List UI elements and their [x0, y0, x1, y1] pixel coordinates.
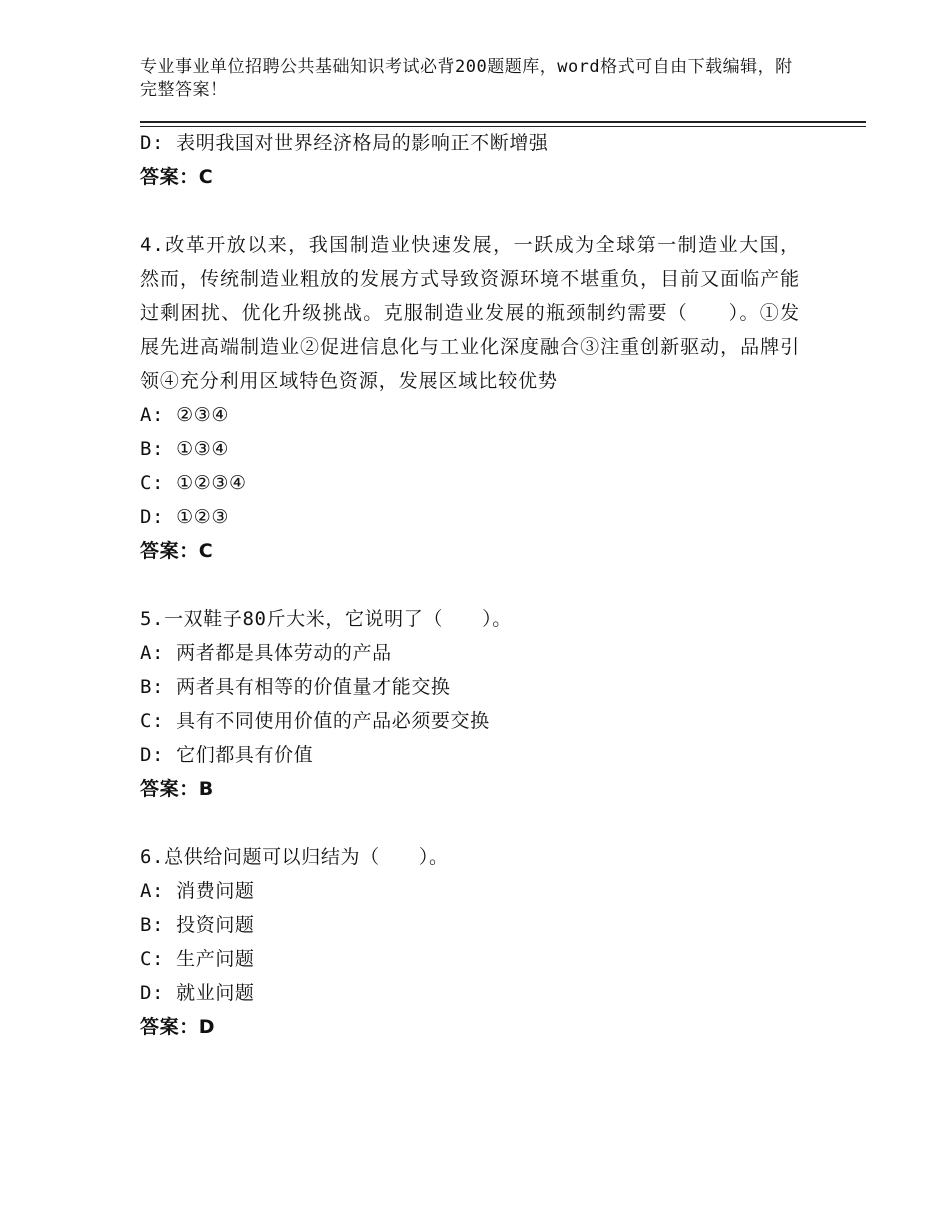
- option-c: C: 生产问题: [140, 948, 255, 970]
- question-4: [140, 228, 800, 568]
- question-text: 4.改革开放以来，我国制造业快速发展，一跃成为全球第一制造业大国，然而，传统制造业粗放的发展方式导致资源环境不堪重负，目前又面临产能过剩困扰、优化升级挑战。克服制造业发展的瓶颈制约需要（ ）。①发展先进高端制造业②促进信息化与工业化深度融合③注重创新驱动，品牌引领④充分利用区域特色资源，发展区域比较优势: [140, 234, 800, 392]
- answer-label: 答案：C: [140, 540, 214, 562]
- question-text: 5.一双鞋子80斤大米，它说明了（ ）。: [140, 608, 512, 630]
- header-rule-thick: [140, 121, 866, 123]
- option-a: A: ②③④: [140, 404, 230, 426]
- option-d: D: 就业问题: [140, 982, 255, 1004]
- answer-label: 答案：C: [140, 166, 214, 188]
- option-b: B: ①③④: [140, 438, 230, 460]
- header-text: 专业事业单位招聘公共基础知识考试必背200题题库，word格式可自由下载编辑，附完整答案！: [140, 57, 793, 100]
- question-content: [140, 126, 800, 1044]
- question-text: 6.总供给问题可以归结为（ ）。: [140, 846, 449, 868]
- option-d: D: 表明我国对世界经济格局的影响正不断增强: [140, 132, 549, 154]
- option-b: B: 投资问题: [140, 914, 255, 936]
- document-header: [140, 56, 800, 102]
- option-b: B: 两者具有相等的价值量才能交换: [140, 676, 451, 698]
- question-5: [140, 602, 800, 806]
- question-3-partial: [140, 126, 800, 194]
- answer-label: 答案：B: [140, 778, 214, 800]
- option-c: C: ①②③④: [140, 472, 247, 494]
- option-c: C: 具有不同使用价值的产品必须要交换: [140, 710, 490, 732]
- question-6: [140, 840, 800, 1044]
- option-a: A: 两者都是具体劳动的产品: [140, 642, 392, 664]
- option-d: D: ①②③: [140, 506, 230, 528]
- option-d: D: 它们都具有价值: [140, 744, 314, 766]
- option-a: A: 消费问题: [140, 880, 255, 902]
- answer-label: 答案：D: [140, 1016, 216, 1038]
